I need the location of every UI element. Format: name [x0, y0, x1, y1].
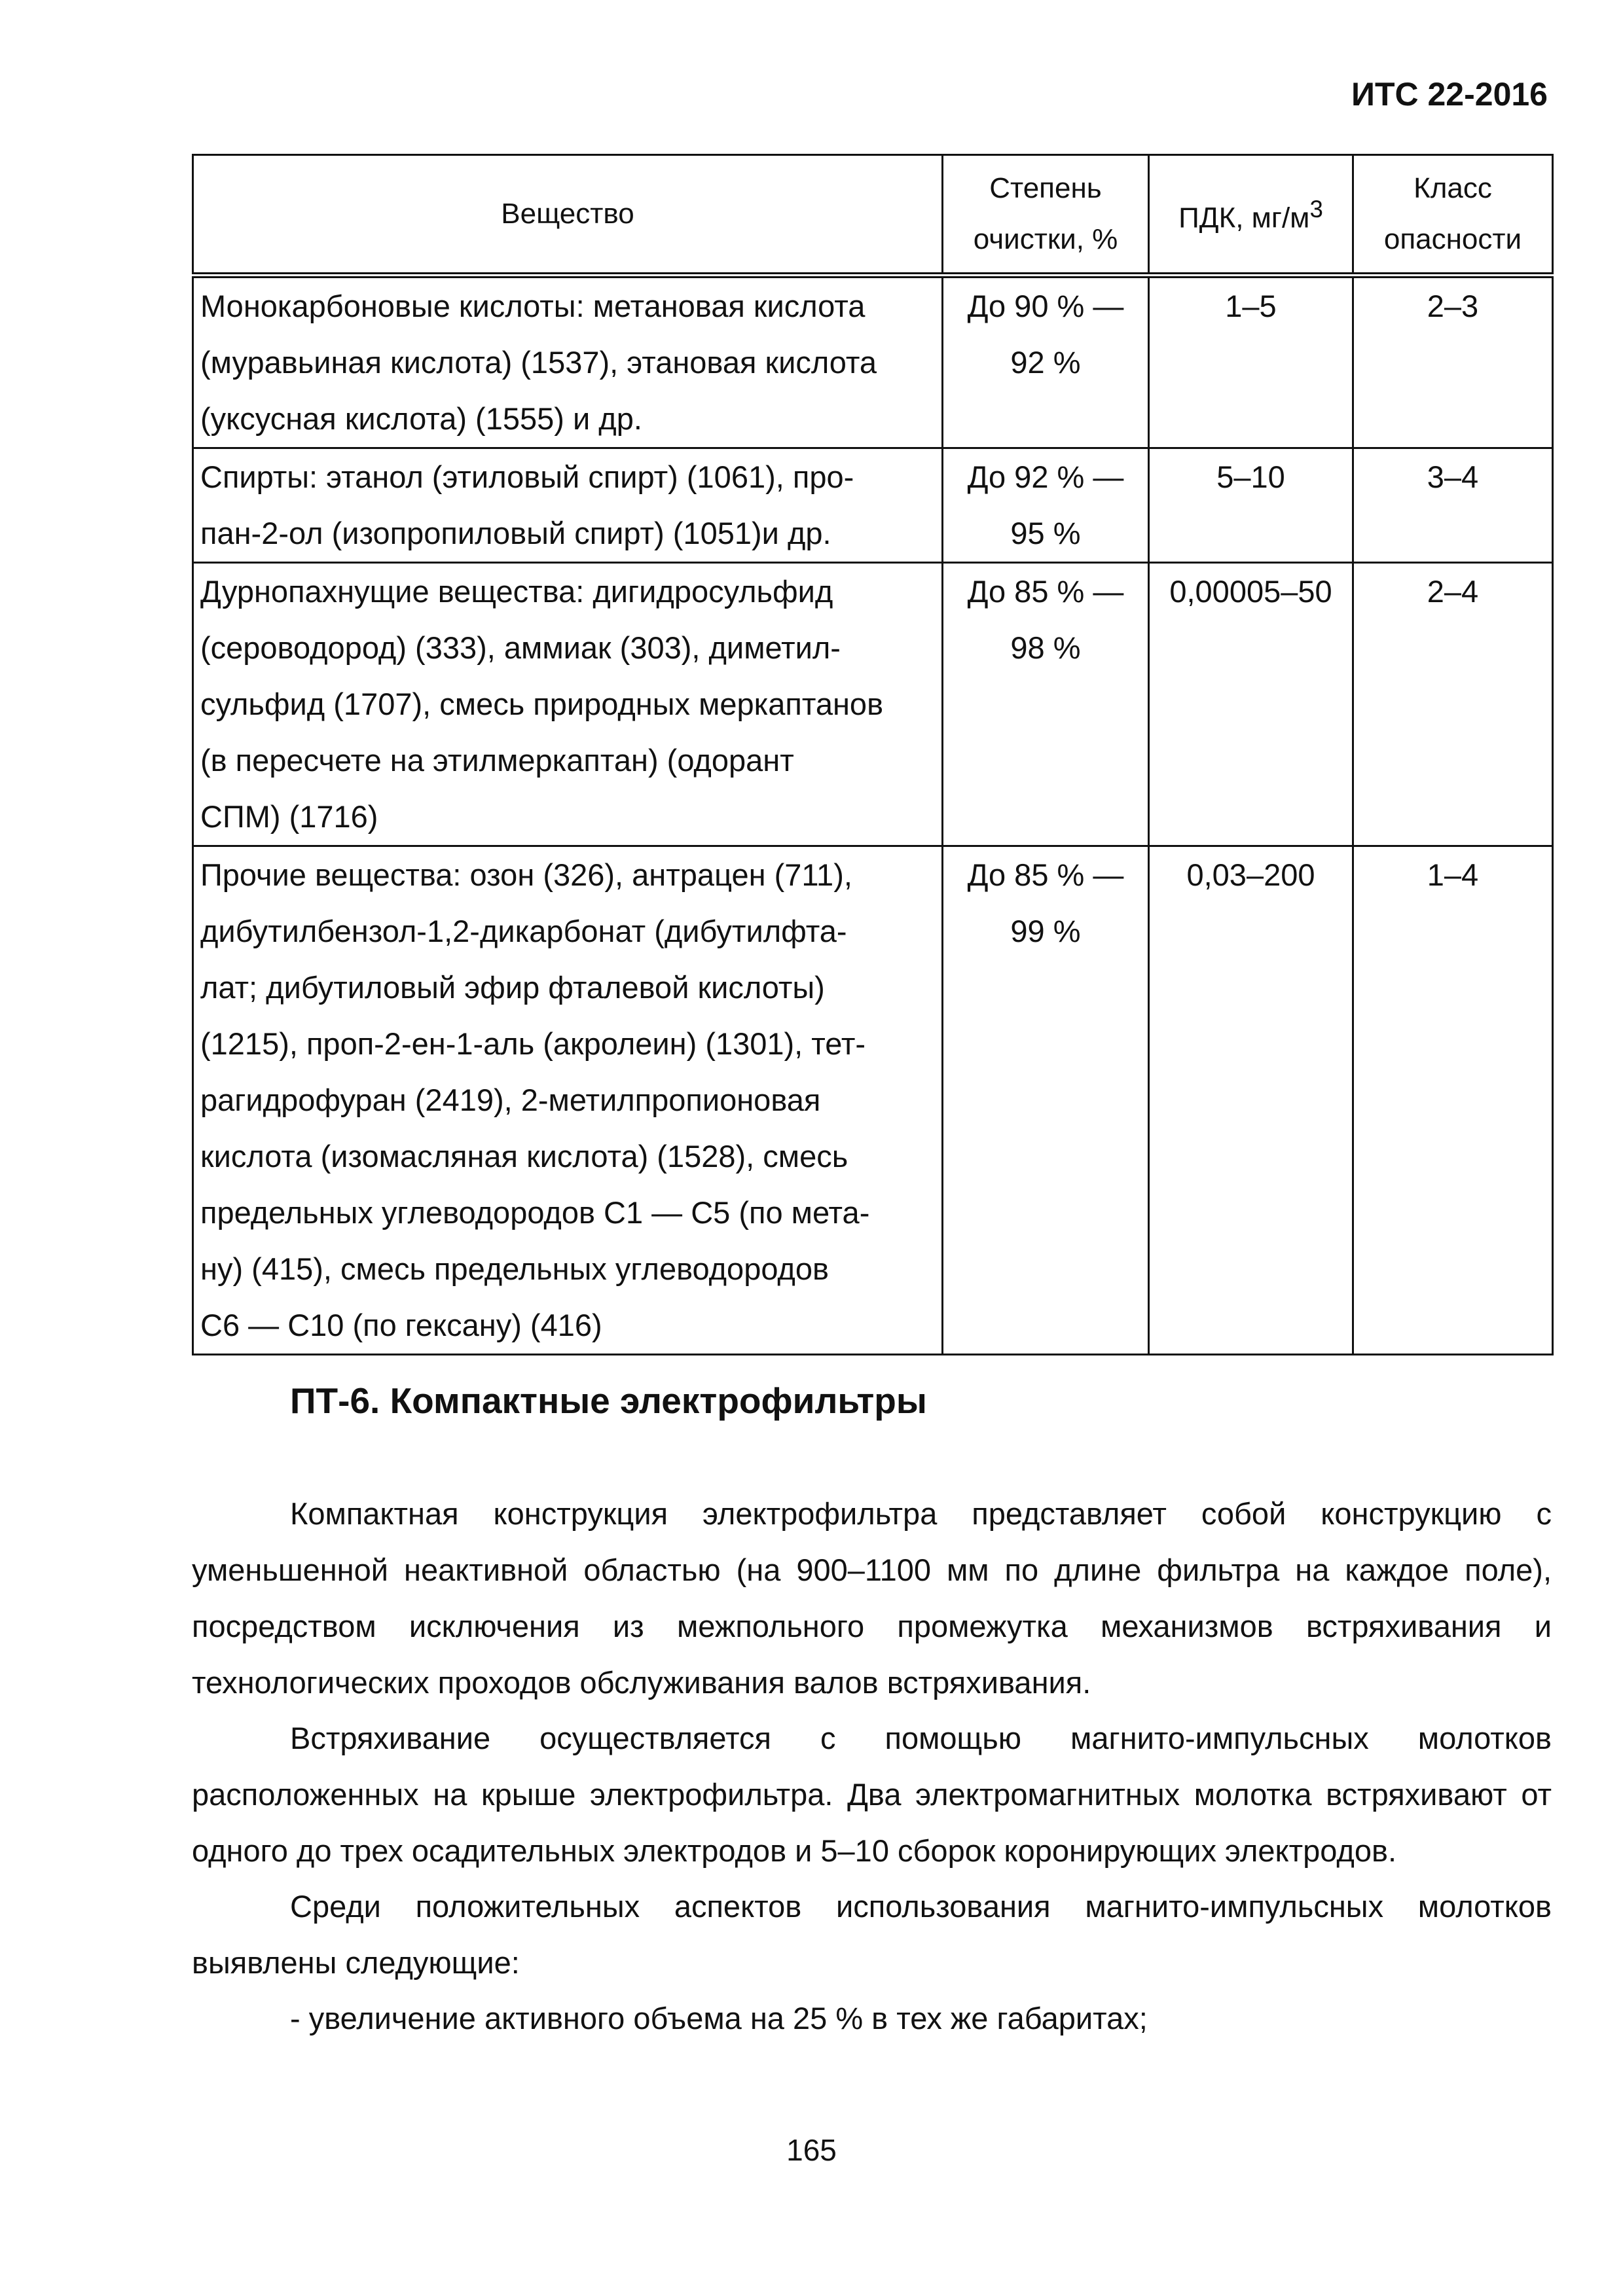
pdk-cell: 5–10 — [1149, 448, 1353, 563]
substances-table — [192, 154, 1554, 1355]
paragraph-text: Компактная конструкция электрофильтра представляет собой конструкцию с уменьшенной неактивной областью (на 900–1100 мм по длине фильтра на каждое поле), посредством исключения из межпольного промежутка механизмов встряхивания и технологических проходов обслуживания валов встряхивания. — [192, 1496, 1552, 1700]
degree-cell — [943, 448, 1149, 563]
column-header-class — [1353, 155, 1553, 276]
pdk-cell: 0,03–200 — [1149, 846, 1353, 1355]
paragraph-rapping — [192, 1710, 1552, 1879]
substance-line: Дурнопахнущие вещества: дигидросульфид — [200, 574, 833, 609]
substance-line: Прочие вещества: озон (326), антрацен (711), — [200, 857, 852, 892]
degree-line: 95 % — [1010, 516, 1081, 550]
paragraph-text: Встряхивание осуществляется с помощью магнито-импульсных молотков расположенных на крыше электрофильтра. Два электромагнитных молотка встряхивают от одного до трех осадительных электродов и 5–10 сборок коронирующих электродов. — [192, 1721, 1552, 1868]
table-row — [193, 448, 1553, 563]
substance-line: (1215), проп-2-ен-1-аль (акролеин) (1301), тет- — [200, 1026, 866, 1061]
substance-line: сульфид (1707), смесь природных меркаптанов — [200, 687, 884, 721]
substance-line: предельных углеводородов С1 — С5 (по мета- — [200, 1195, 870, 1230]
section-heading: ПТ-6. Компактные электрофильтры — [290, 1380, 927, 1421]
substance-cell — [193, 276, 943, 448]
document-code: ИТС 22-2016 — [1351, 76, 1548, 113]
degree-line: 99 % — [1010, 914, 1081, 948]
column-header-substance-label: Вещество — [501, 198, 634, 230]
class-cell: 2–3 — [1353, 276, 1553, 448]
substance-cell — [193, 563, 943, 846]
paragraph-compact-design — [192, 1486, 1552, 1711]
substance-line: рагидрофуран (2419), 2-метилпропионовая — [200, 1083, 821, 1117]
substance-line: Спирты: этанол (этиловый спирт) (1061), про- — [200, 459, 854, 494]
substance-line: (муравьиная кислота) (1537), этановая кислота — [200, 345, 877, 380]
degree-line: 92 % — [1010, 345, 1081, 380]
degree-line: До 85 % — — [967, 574, 1124, 609]
paragraph-text: Среди положительных аспектов использования магнито-импульсных молотков выявлены следующие: — [192, 1889, 1552, 1980]
substance-line: СПМ) (1716) — [200, 799, 378, 834]
degree-line: До 90 % — — [967, 289, 1124, 323]
degree-cell — [943, 846, 1149, 1355]
table-row — [193, 563, 1553, 846]
degree-line: 98 % — [1010, 630, 1081, 665]
substance-line: (в пересчете на этилмеркаптан) (одорант — [200, 743, 794, 778]
substance-line: С6 — С10 (по гексану) (416) — [200, 1308, 602, 1342]
column-header-pdk-superscript: 3 — [1309, 196, 1323, 223]
degree-cell — [943, 563, 1149, 846]
class-cell: 3–4 — [1353, 448, 1553, 563]
class-cell: 1–4 — [1353, 846, 1553, 1355]
column-header-pdk-label: ПДК, мг/м — [1178, 202, 1310, 234]
column-header-class-line2: опасности — [1383, 223, 1522, 255]
substance-line: Монокарбоновые кислоты: метановая кислота — [200, 289, 866, 323]
substance-line: пан-2-ол (изопропиловый спирт) (1051)и др. — [200, 516, 831, 550]
degree-cell — [943, 276, 1149, 448]
column-header-pdk — [1149, 155, 1353, 276]
paragraph-advantages-intro — [192, 1878, 1552, 1991]
substance-line: (сероводород) (333), аммиак (303), диметил- — [200, 630, 841, 665]
substance-line: лат; дибутиловый эфир фталевой кислоты) — [200, 970, 825, 1005]
class-cell: 2–4 — [1353, 563, 1553, 846]
list-item-text: - увеличение активного объема на 25 % в тех же габаритах; — [290, 2001, 1148, 2036]
column-header-substance — [193, 155, 943, 276]
substance-line: ну) (415), смесь предельных углеводородов — [200, 1251, 829, 1286]
substance-line: дибутилбензол-1,2-дикарбонат (дибутилфта- — [200, 914, 847, 948]
degree-line: До 92 % — — [967, 459, 1124, 494]
table-row — [193, 846, 1553, 1355]
table-row — [193, 276, 1553, 448]
list-item-volume-increase — [192, 1990, 1552, 2047]
substance-line: (уксусная кислота) (1555) и др. — [200, 401, 642, 436]
pdk-cell: 0,00005–50 — [1149, 563, 1353, 846]
substance-line: кислота (изомасляная кислота) (1528), смесь — [200, 1139, 848, 1174]
table-header-row — [193, 155, 1553, 276]
column-header-degree-line2: очистки, % — [973, 223, 1118, 255]
pdk-cell: 1–5 — [1149, 276, 1353, 448]
substance-cell — [193, 448, 943, 563]
column-header-degree-line1: Степень — [989, 172, 1102, 204]
substance-cell — [193, 846, 943, 1355]
column-header-class-line1: Класс — [1413, 172, 1492, 204]
degree-line: До 85 % — — [967, 857, 1124, 892]
column-header-degree — [943, 155, 1149, 276]
page-number: 165 — [786, 2133, 837, 2167]
